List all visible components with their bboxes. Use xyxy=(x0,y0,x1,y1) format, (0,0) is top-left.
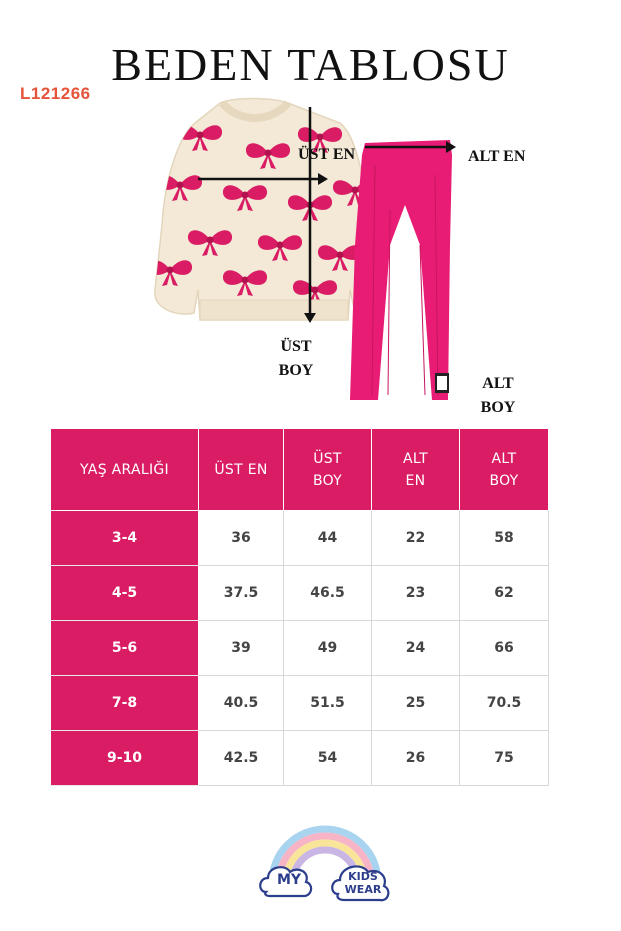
ust-en-cell: 42.5 xyxy=(199,731,284,786)
age-cell: 3-4 xyxy=(51,511,199,566)
header-ust-en: ÜST EN xyxy=(199,429,284,511)
label-ust-boy xyxy=(276,335,316,383)
alt-boy-cell: 70.5 xyxy=(460,676,549,731)
age-cell: 4-5 xyxy=(51,566,199,621)
label-ust-boy-line2: BOY xyxy=(278,362,314,379)
ust-en-cell: 40.5 xyxy=(199,676,284,731)
alt-en-cell: 24 xyxy=(372,621,460,676)
alt-en-cell: 25 xyxy=(372,676,460,731)
age-cell: 5-6 xyxy=(51,621,199,676)
age-cell: 9-10 xyxy=(51,731,199,786)
page-title: BEDEN TABLOSU xyxy=(111,39,510,90)
header-ust-boy: ÜST BOY xyxy=(284,429,372,511)
leggings-shape xyxy=(350,140,452,400)
ust-en-cell: 39 xyxy=(199,621,284,676)
header-alt-en: ALT EN xyxy=(372,429,460,511)
label-ust-en: ÜST EN xyxy=(298,146,356,163)
size-table xyxy=(50,428,549,786)
logo-text-kids: KIDS xyxy=(348,870,378,883)
label-ust-boy-line1: ÜST xyxy=(280,338,312,355)
header-alt-boy: ALT BOY xyxy=(460,429,549,511)
alt-boy-cell: 62 xyxy=(460,566,549,621)
alt-boy-cell: 66 xyxy=(460,621,549,676)
alt-en-cell: 26 xyxy=(372,731,460,786)
table-row xyxy=(51,621,549,676)
table-row xyxy=(51,676,549,731)
ust-boy-cell: 54 xyxy=(284,731,372,786)
logo-text-kids-wear xyxy=(340,870,386,896)
alt-en-cell: 22 xyxy=(372,511,460,566)
table-row xyxy=(51,566,549,621)
header-age-range: YAŞ ARALIĞI xyxy=(51,429,199,511)
ust-boy-cell: 51.5 xyxy=(284,676,372,731)
ust-en-cell: 37.5 xyxy=(199,566,284,621)
ust-boy-cell: 46.5 xyxy=(284,566,372,621)
table-row xyxy=(51,731,549,786)
age-cell: 7-8 xyxy=(51,676,199,731)
label-alt-boy xyxy=(478,372,518,420)
alt-boy-cell: 58 xyxy=(460,511,549,566)
alt-en-cell: 23 xyxy=(372,566,460,621)
alt-boy-cell: 75 xyxy=(460,731,549,786)
garment-illustration xyxy=(150,95,530,415)
label-alt-boy-line2: BOY xyxy=(480,399,516,416)
product-code: L121266 xyxy=(20,84,91,103)
table-header-row xyxy=(51,429,549,511)
label-alt-boy-line1: ALT xyxy=(482,375,514,392)
brand-logo xyxy=(258,810,392,905)
logo-text-wear: WEAR xyxy=(344,883,382,896)
ust-en-cell: 36 xyxy=(199,511,284,566)
ust-boy-cell: 49 xyxy=(284,621,372,676)
sweatshirt-shape xyxy=(150,99,378,321)
logo-text-my: MY xyxy=(276,872,302,888)
label-alt-en: ALT EN xyxy=(468,148,526,165)
ust-boy-cell: 44 xyxy=(284,511,372,566)
table-row xyxy=(51,511,549,566)
